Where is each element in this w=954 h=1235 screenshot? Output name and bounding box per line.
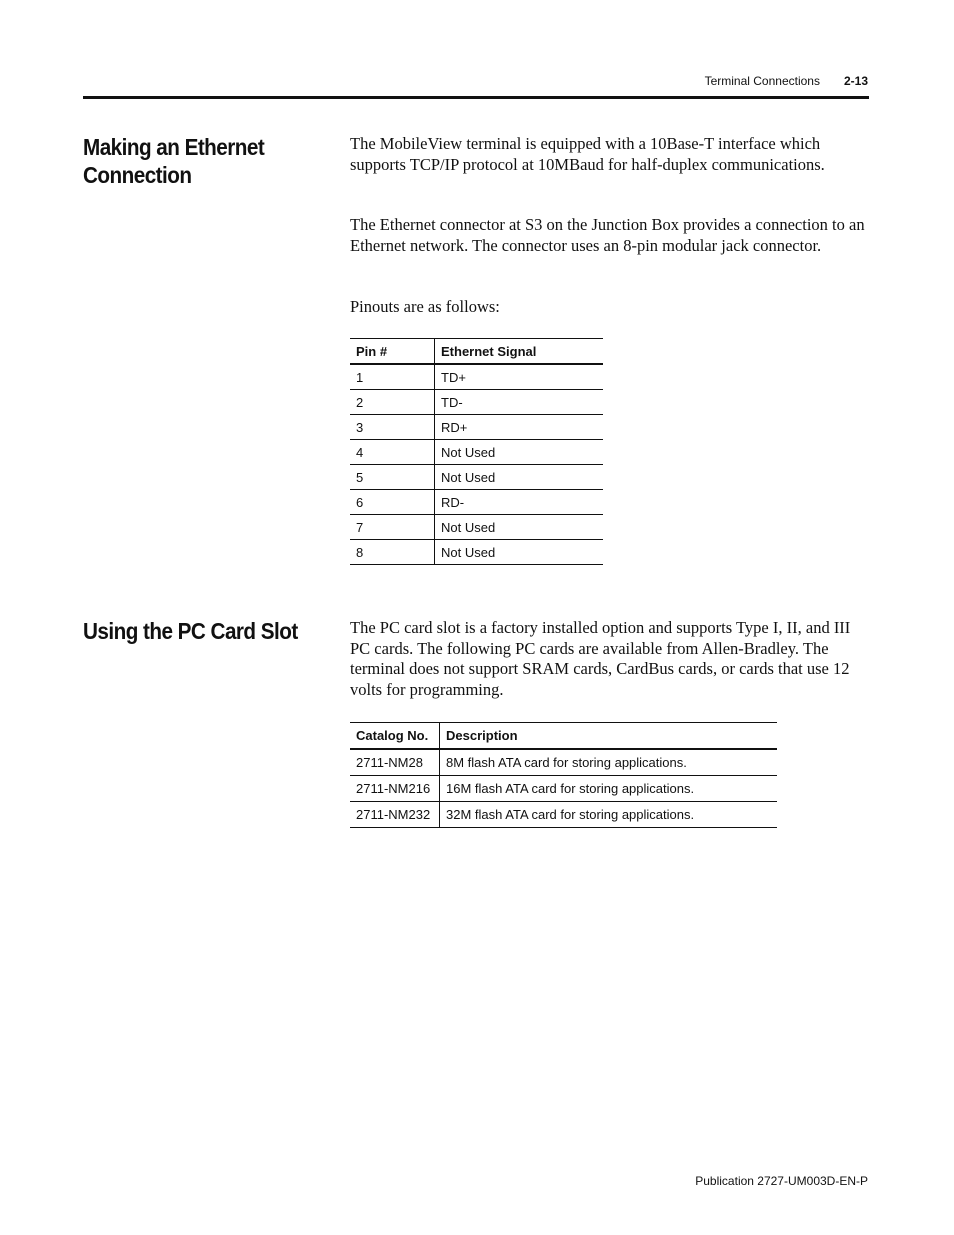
ethernet-section-title [83,133,264,189]
signal-cell: TD+ [435,364,604,390]
ethernet-paragraph-2: The Ethernet connector at S3 on the Junction Box provides a connection to an Ethernet network. The connector uses an 8-pin modular jack connector. [350,215,865,255]
catalog-cell: 2711-NM28 [350,749,440,776]
publication-footer: Publication 2727-UM003D-EN-P [695,1174,868,1188]
ethernet-pinout-table [350,338,603,565]
signal-cell: Not Used [435,465,604,490]
pin-cell: 4 [350,440,435,465]
signal-cell: RD- [435,490,604,515]
table-row [350,776,777,802]
table-row [350,465,603,490]
pccard-catalog-table [350,722,777,828]
table-header-row [350,723,777,750]
pin-cell: 2 [350,390,435,415]
table-row [350,515,603,540]
column-header-pin: Pin # [350,339,435,365]
pin-cell: 3 [350,415,435,440]
pccard-section-title: Using the PC Card Slot [83,618,298,644]
column-header-description: Description [440,723,778,750]
catalog-cell: 2711-NM232 [350,802,440,828]
table-row [350,440,603,465]
pin-cell: 7 [350,515,435,540]
signal-cell: Not Used [435,440,604,465]
table-row [350,390,603,415]
catalog-cell: 2711-NM216 [350,776,440,802]
pin-cell: 1 [350,364,435,390]
ethernet-paragraph-1: The MobileView terminal is equipped with a 10Base-T interface which supports TCP/IP protocol at 10MBaud for half-duplex communications. [350,134,825,174]
table-header-row [350,339,603,365]
pin-cell: 5 [350,465,435,490]
page-number: 2-13 [843,74,868,88]
signal-cell: RD+ [435,415,604,440]
table-row [350,415,603,440]
description-cell: 8M flash ATA card for storing applications. [440,749,778,776]
signal-cell: TD- [435,390,604,415]
ethernet-paragraph-3: Pinouts are as follows: [350,297,500,316]
description-cell: 16M flash ATA card for storing applications. [440,776,778,802]
pin-cell: 6 [350,490,435,515]
table-row [350,364,603,390]
table-row [350,802,777,828]
description-cell: 32M flash ATA card for storing applications. [440,802,778,828]
header-rule [83,96,869,99]
column-header-signal: Ethernet Signal [435,339,604,365]
running-header [705,74,868,88]
column-header-catalog: Catalog No. [350,723,440,750]
pin-cell: 8 [350,540,435,565]
signal-cell: Not Used [435,540,604,565]
pccard-paragraph-1: The PC card slot is a factory installed option and supports Type I, II, and III PC cards. The following PC cards are available from Allen-Bradley. The terminal does not support SRAM cards, CardBus cards, or cards that use 12 volts for programming. [350,618,851,699]
table-row [350,540,603,565]
signal-cell: Not Used [435,515,604,540]
ethernet-title-line2: Connection [83,162,192,188]
header-section-title: Terminal Connections [704,74,820,88]
table-row [350,490,603,515]
ethernet-title-line1: Making an Ethernet [83,134,265,160]
table-row [350,749,777,776]
